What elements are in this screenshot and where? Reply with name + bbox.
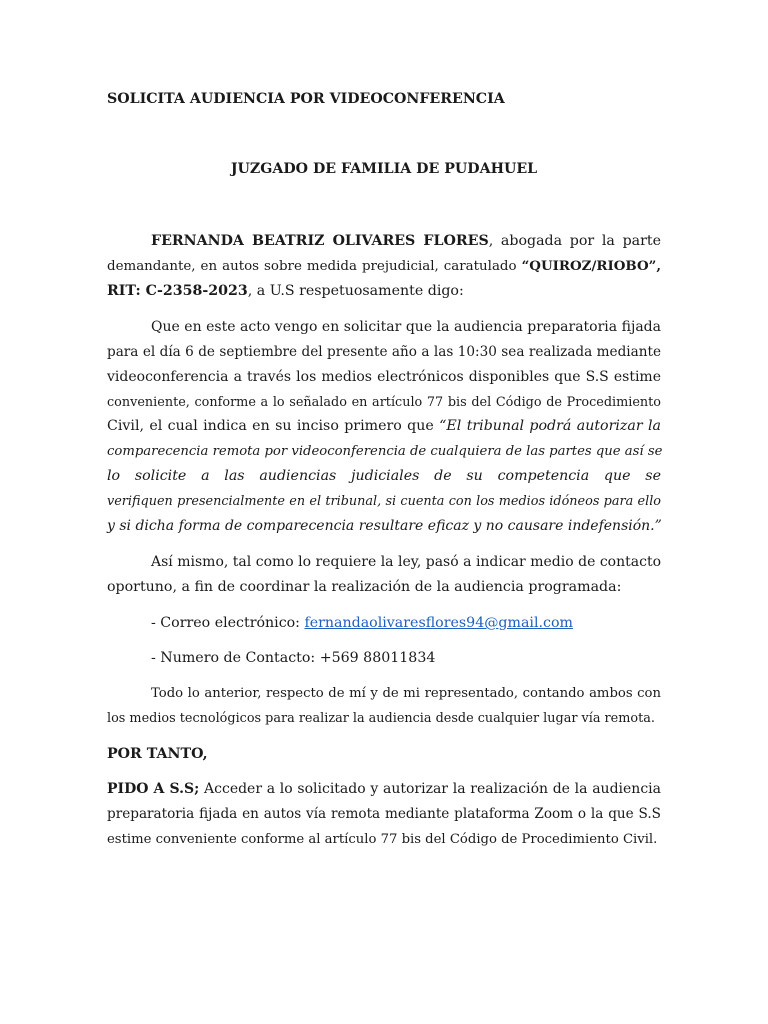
paragraph-4-line-2: los medios tecnológicos para realizar la audiencia desde cualquier lugar vía remota. xyxy=(107,711,655,726)
case-rit: RIT: C-2358-2023 xyxy=(107,283,248,299)
paragraph-1-line-3-rest: , a U.S respetuosamente digo: xyxy=(247,283,464,299)
paragraph-5-line-1-rest: Acceder a lo solicitado y autorizar la realización de la audiencia xyxy=(199,781,661,797)
paragraph-3-line-2: oportuno, a fin de coordinar la realización de la audiencia programada: xyxy=(107,579,622,595)
petition-label: PIDO A S.S; xyxy=(107,781,200,797)
paragraph-3-line-1: Así mismo, tal como lo requiere la ley, pasó a indicar medio de contacto xyxy=(151,554,661,570)
lawyer-name: FERNANDA BEATRIZ OLIVARES FLORES xyxy=(151,233,489,249)
paragraph-2-line-8: verifiquen presencialmente en el tribunal, si cuenta con los medios idóneos para ello xyxy=(107,494,661,509)
paragraph-2-line-9: y si dicha forma de comparecencia resultare eficaz y no causare indefensión.” xyxy=(107,518,662,534)
contact-email-line xyxy=(107,611,661,636)
paragraph-1-line-2 xyxy=(107,254,661,279)
paragraph-2-line-1: Que en este acto vengo en solicitar que la audiencia preparatoria fijada xyxy=(151,319,661,335)
paragraph-5-line-1 xyxy=(107,777,661,802)
paragraph-4-line-1: Todo lo anterior, respecto de mí y de mi representado, contando ambos con xyxy=(151,686,661,701)
quote-start: “El tribunal podrá autorizar la xyxy=(439,418,661,434)
paragraph-2-line-5-text: Civil, el cual indica en su inciso primero que xyxy=(107,418,440,434)
email-label: - Correo electrónico: xyxy=(151,615,305,631)
paragraph-2-line-5 xyxy=(107,414,661,439)
paragraph-5-line-3: estime conveniente conforme al artículo 77 bis del Código de Procedimiento Civil. xyxy=(107,832,658,847)
paragraph-1-line-1-rest: , abogada por la parte xyxy=(488,233,661,249)
paragraph-2-line-2: para el día 6 de septiembre del presente año a las 10:30 sea realizada mediante xyxy=(107,344,661,360)
paragraph-1-line-2-text: demandante, en autos sobre medida prejudicial, caratulado xyxy=(107,259,522,274)
paragraph-1-line-1 xyxy=(107,229,661,254)
paragraph-2-line-7 xyxy=(107,464,661,489)
document-subject: SOLICITA AUDIENCIA POR VIDEOCONFERENCIA xyxy=(107,91,505,107)
email-link[interactable]: fernandaolivaresflores94@gmail.com xyxy=(304,615,573,631)
case-title: “QUIROZ/RIOBO”, xyxy=(521,258,661,274)
paragraph-5-line-2: preparatoria fijada en autos vía remota mediante plataforma Zoom o la que S.S xyxy=(107,806,661,822)
contact-phone-line: - Numero de Contacto: +569 88011834 xyxy=(151,650,436,666)
paragraph-2-line-7-text: lo solicite a las audiencias judiciales de su competencia que se xyxy=(107,468,661,484)
paragraph-2-line-4: conveniente, conforme a lo señalado en artículo 77 bis del Código de Procedimiento xyxy=(107,395,661,410)
por-tanto-heading: POR TANTO, xyxy=(107,746,208,762)
paragraph-2-line-3: videoconferencia a través los medios electrónicos disponibles que S.S estime xyxy=(107,369,661,385)
court-heading: JUZGADO DE FAMILIA DE PUDAHUEL xyxy=(230,161,538,177)
paragraph-2-line-6: comparecencia remota por videoconferencia de cualquiera de las partes que así se xyxy=(107,444,663,459)
paragraph-1-line-3 xyxy=(107,279,661,304)
